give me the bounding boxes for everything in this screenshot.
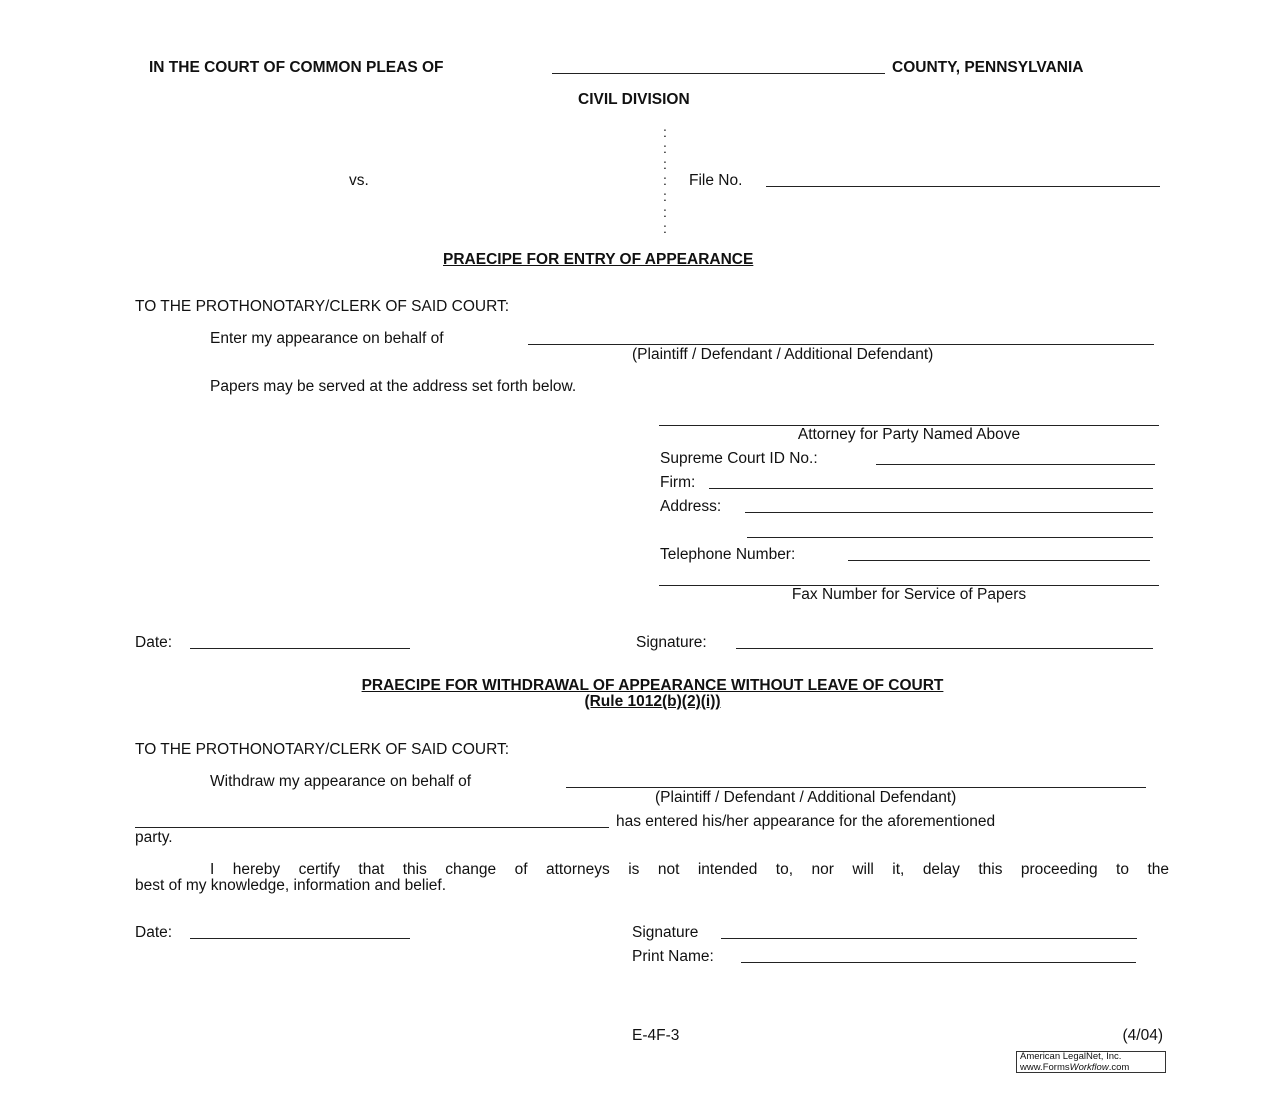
entered-appearance-text: has entered his/her appearance for the aforementioned: [616, 813, 996, 830]
entry-addressee: TO THE PROTHONOTARY/CLERK OF SAID COURT:: [135, 298, 510, 315]
entry-signature-label: Signature:: [636, 634, 707, 651]
entry-date-label: Date:: [135, 634, 173, 651]
versus-label: vs.: [349, 172, 369, 189]
attorney-caption: Attorney for Party Named Above: [797, 426, 1021, 443]
print-name-label: Print Name:: [632, 948, 714, 965]
withdrawal-date-blank[interactable]: [190, 938, 410, 939]
supreme-court-id-blank[interactable]: [876, 464, 1155, 465]
entry-signature-blank[interactable]: [736, 648, 1153, 649]
certification-line-2: best of my knowledge, information and belief.: [135, 877, 447, 894]
withdrawal-party-blank[interactable]: [566, 787, 1146, 788]
entry-party-blank[interactable]: [528, 344, 1154, 345]
entry-date-blank[interactable]: [190, 648, 410, 649]
withdrawal-date-label: Date:: [135, 924, 173, 941]
firm-blank[interactable]: [709, 488, 1153, 489]
address-blank-1[interactable]: [745, 512, 1153, 513]
publisher-badge: [1016, 1051, 1166, 1073]
county-blank[interactable]: [552, 73, 885, 74]
division-heading: CIVIL DIVISION: [578, 91, 690, 108]
file-no-blank[interactable]: [766, 186, 1160, 187]
court-heading-left: IN THE COURT OF COMMON PLEAS OF: [149, 59, 444, 76]
withdrawal-party-hint: (Plaintiff / Defendant / Additional Defendant): [655, 789, 957, 806]
court-heading-right: COUNTY, PENNSYLVANIA: [892, 59, 1084, 76]
enter-on-behalf-label: Enter my appearance on behalf of: [210, 330, 444, 347]
print-name-blank[interactable]: [741, 962, 1136, 963]
form-page: IN THE COURT OF COMMON PLEAS OF COUNTY, PENNSYLVANIA CIVIL DIVISION : : : : : : : vs. File No. PRAECIPE FOR ENTRY OF APPEARANCE TO THE PROTHONOTARY/CLERK OF SAID COURT: Enter my appearance on behalf of (Plaintiff / Defendant / Additional Defendant) Papers may be served at the address set forth below. Attorney for Party Named Above Supreme Court ID No.: Firm: Address: Telephone Number: Fax Number for Service of Papers Date: Signature: PRAECIPE FOR WITHDRAWAL OF APPEARANCE WITHOUT LEAVE OF COURT (Rule 1012(b)(2)(i)) TO THE PROTHONOTARY/CLERK OF SAID COURT: Withdraw my appearance on behalf of (Plaintiff / Defendant / Additional Defendant) has entered his/her appearance for the aforementioned party. I hereby certify that this change of attorneys is not intended to, nor will it, delay this proceeding to the best of my knowledge, information and belief. Date: Signature Print Name: E-4F-3 (4/04) American LegalNet, Inc. www.FormsWorkflow.com: [135, 59, 1169, 1073]
withdrawal-signature-blank[interactable]: [721, 938, 1137, 939]
publisher-url: www.FormsWorkflow.com: [1020, 1061, 1130, 1073]
publisher-name: American LegalNet, Inc.: [1020, 1051, 1122, 1062]
form-code: E-4F-3: [632, 1027, 680, 1044]
certification-line-1: I hereby certify that this change of attorneys is not intended to, nor will it, delay this proceeding to the: [210, 861, 1169, 878]
withdrawal-addressee: TO THE PROTHONOTARY/CLERK OF SAID COURT:: [135, 741, 510, 758]
papers-served-text: Papers may be served at the address set forth below.: [210, 378, 577, 395]
supreme-court-id-label: Supreme Court ID No.:: [660, 450, 818, 467]
withdraw-on-behalf-label: Withdraw my appearance on behalf of: [210, 773, 472, 790]
telephone-blank[interactable]: [848, 560, 1150, 561]
entry-party-hint: (Plaintiff / Defendant / Additional Defendant): [632, 346, 934, 363]
withdrawal-signature-label: Signature: [632, 924, 699, 941]
telephone-label: Telephone Number:: [660, 546, 796, 563]
firm-label: Firm:: [660, 474, 696, 491]
file-no-label: File No.: [689, 172, 743, 189]
withdrawal-rule: (Rule 1012(b)(2)(i)): [584, 693, 721, 710]
withdrawal-title: PRAECIPE FOR WITHDRAWAL OF APPEARANCE WITHOUT LEAVE OF COURT: [361, 677, 944, 694]
address-label: Address:: [660, 498, 722, 515]
new-attorney-blank[interactable]: [135, 827, 609, 828]
entry-appearance-title: PRAECIPE FOR ENTRY OF APPEARANCE: [443, 251, 754, 268]
fax-caption: Fax Number for Service of Papers: [791, 586, 1027, 603]
party-word: party.: [135, 829, 173, 846]
address-blank-2[interactable]: [747, 537, 1153, 538]
form-revision: (4/04): [1122, 1027, 1163, 1044]
